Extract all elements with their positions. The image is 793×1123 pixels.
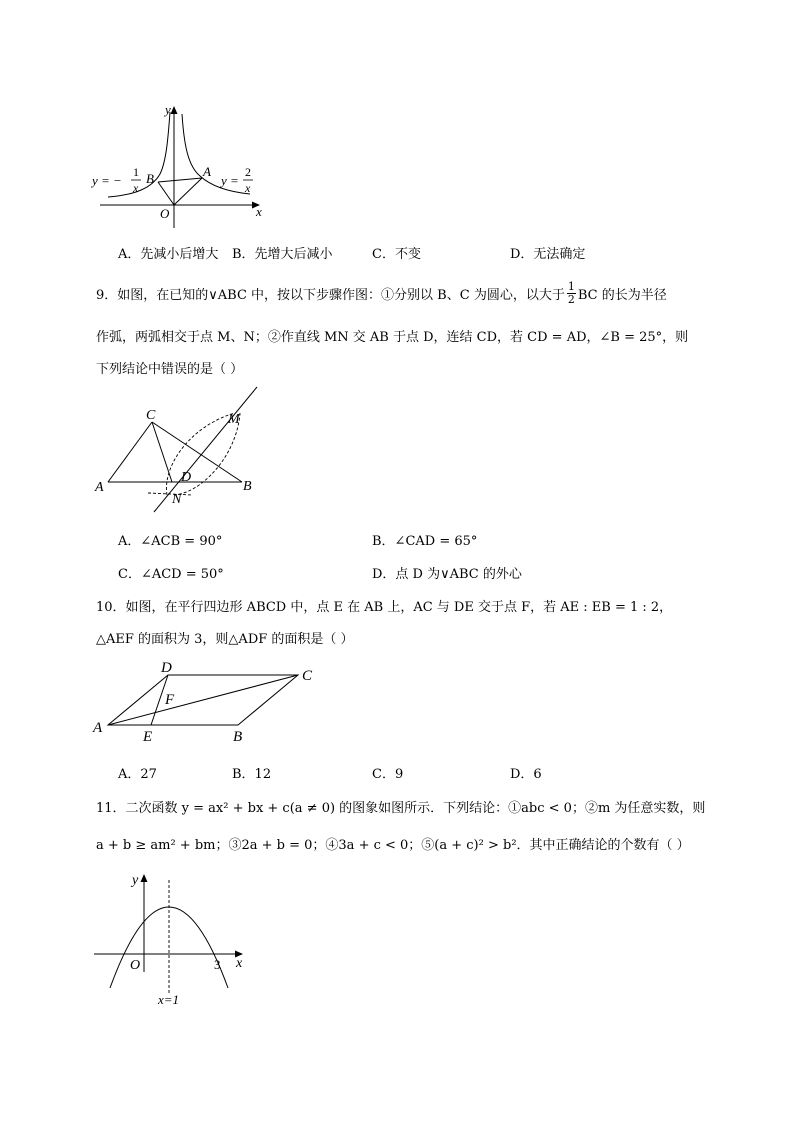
q11-label-sym: x=1	[158, 992, 180, 1007]
q10-option-d: D．6	[510, 767, 542, 782]
q8-segment-AB	[158, 178, 202, 182]
q9-line2: 作弧，两弧相交于点 M、N；②作直线 MN 交 AB 于点 D，连结 CD，若 CD = AD，∠B = 25°，则	[96, 330, 689, 345]
q9-option-b: B．∠CAD = 65°	[372, 534, 478, 549]
q8-label-x: x	[256, 204, 262, 219]
q10-line2: △AEF 的面积为 3，则△ADF 的面积是（ ）	[96, 632, 354, 647]
q9-line3: 下列结论中错误的是（ ）	[96, 362, 244, 377]
q11-line2: a + b ≥ am² + bm；③2a + b = 0；④3a + c < 0；⑤(a + c)² > b²．其中正确结论的个数有（ ）	[96, 838, 690, 853]
q10-diagonal-AC	[108, 675, 298, 725]
q9-figure	[92, 385, 267, 515]
q9-label-D: D	[181, 470, 192, 485]
q9-frac-den: 2	[567, 293, 575, 306]
q9-line-MN	[154, 387, 257, 512]
q10-option-a: A．27	[118, 767, 157, 782]
q8-label-O: O	[160, 206, 170, 221]
q8-option-b: B．先增大后减小	[232, 247, 333, 262]
q8-label-y: y	[165, 102, 171, 117]
q8-segment-OB	[158, 182, 174, 205]
q9-label-B: B	[243, 479, 252, 494]
q10-label-E: E	[143, 729, 153, 745]
q11-label-3: 3	[214, 957, 221, 972]
q9-option-c: C．∠ACD = 50°	[118, 567, 224, 582]
q11-label-y: y	[132, 873, 139, 888]
q9-label-C: C	[146, 408, 156, 423]
q9-label-A: A	[95, 480, 104, 495]
q11-label-x: x	[236, 956, 243, 971]
q10-label-B: B	[233, 729, 243, 745]
q11-line1: 11．二次函数 y = ax² + bx + c(a ≠ 0) 的图象如图所示．下列结论：①abc < 0；②m 为任意实数，则	[96, 801, 706, 816]
q10-option-c: C．9	[372, 767, 404, 782]
q10-option-b: B．12	[232, 767, 272, 782]
q10-label-A: A	[93, 720, 103, 736]
q11-figure	[90, 870, 255, 1010]
q8-left-eq-den: x	[133, 181, 139, 195]
q9-option-d: D．点 D 为∨ABC 的外心	[372, 567, 522, 582]
q8-left-eq-num: 1	[133, 165, 139, 179]
q10-figure	[90, 655, 330, 750]
q11-y-arrow	[141, 874, 148, 882]
q8-segment-OA	[174, 178, 202, 205]
q9-line1	[96, 280, 667, 308]
q9-frac-num: 1	[567, 280, 575, 293]
q9-segment-AC	[108, 422, 152, 482]
q8-left-eq: y = −	[92, 173, 122, 188]
q9-option-a: A．∠ACB = 90°	[118, 534, 223, 549]
q8-right-hyperbola	[182, 114, 250, 194]
q9-label-N: N	[172, 492, 182, 507]
q8-option-d: D．无法确定	[510, 247, 586, 262]
q8-right-eq-num: 2	[245, 165, 251, 179]
q8-option-c: C．不变	[372, 247, 421, 262]
q8-right-eq-den: x	[245, 181, 251, 195]
q10-label-C: C	[302, 668, 313, 684]
q11-label-O: O	[130, 958, 141, 973]
q9-fraction	[567, 281, 576, 306]
q8-figure	[90, 100, 280, 235]
q8-right-eq: y =	[221, 173, 239, 188]
q9-label-M: M	[228, 412, 240, 427]
q9-line1-pre: 9．如图，在已知的∨ABC 中，按以下步骤作图：①分别以 B、C 为圆心，以大于	[96, 288, 565, 303]
q8-label-B: B	[146, 171, 154, 186]
q8-option-a: A．先减小后增大	[118, 247, 219, 262]
q10-label-D: D	[161, 660, 172, 676]
q10-line1: 10．如图，在平行四边形 ABCD 中，点 E 在 AB 上，AC 与 DE 交于点 F，若 AE : EB = 1 : 2，	[96, 600, 673, 615]
q10-label-F: F	[165, 692, 175, 708]
q8-label-A: A	[203, 164, 211, 179]
q8-y-arrow	[171, 106, 178, 114]
q9-line1-post: BC 的长为半径	[577, 288, 667, 303]
